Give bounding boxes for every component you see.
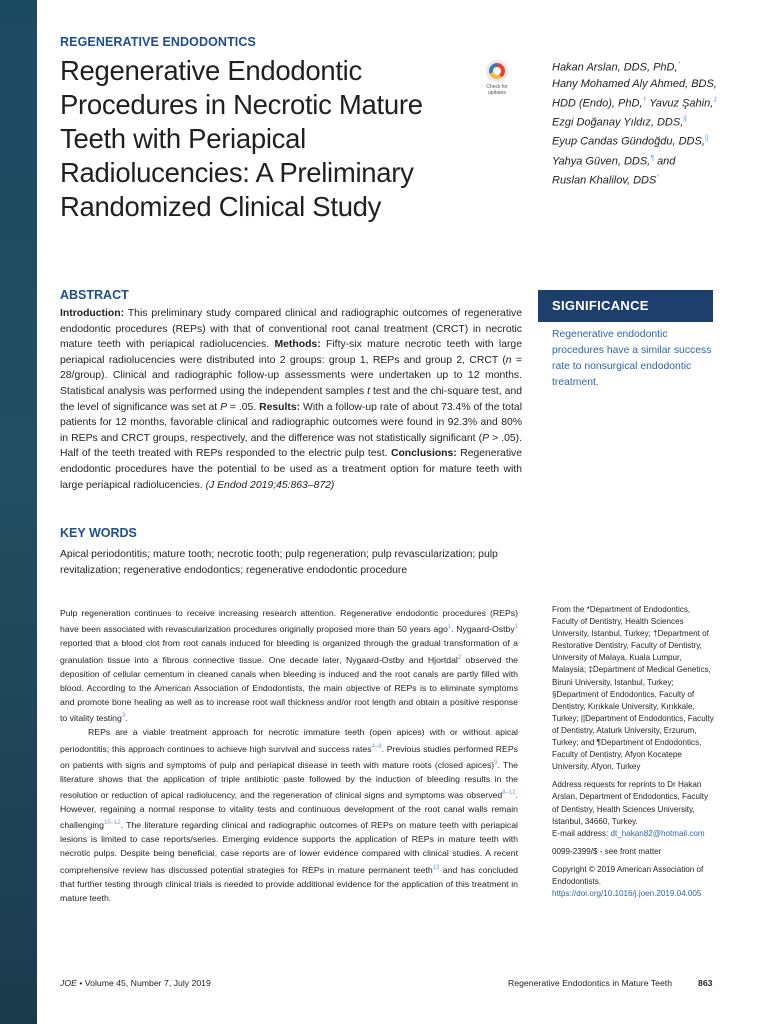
abstract-methods: = .05. (229, 401, 257, 413)
body-text (60, 606, 518, 905)
body-paragraph: Pulp regeneration continues to receive increasing research attention. Regenerative endodontic procedures (REPs) have been associated with revascularization procedures originally proposed more than 50 years ago$^1$. Nygaard-Ostby$^1$ reported that a blood clot from root canals induced for bleeding is organized through the gradual transformation of a granulation tissue into a fibrous connective tissue. One decade later, Nygaard-Ostby and Hjortdal$^2$ observed the deposition of cellular cementum in cleaned canals when bleeding is induced and the root canals are partly filled with blood. According to the American Association of Endodontists, the main objective of REPs is to eliminate symptoms and promote bone healing as well as to increase root wall thickness and/or root length and obtain a positive response to vitality testing$^3$. (60, 608, 519, 724)
author-affiliation-mark: * (677, 61, 681, 68)
article-title: Regenerative Endodontic Procedures in Necrotic Mature Teeth with Periapical Radiolucencies: A Preliminary Randomized Clinical Study (60, 55, 423, 222)
author-name: Ezgi Doğanay Yıldız, DDS, (552, 116, 684, 129)
keywords-text: Apical periodontitis; mature tooth; necrotic tooth; pulp regeneration; pulp revascularization; pulp revitalization; regenerative endodontics; regenerative endodontic procedure (60, 549, 498, 576)
footer-running-title: Regenerative Endodontics in Mature Teeth (508, 978, 673, 988)
abstract-results-label: Results: (259, 401, 301, 413)
abstract-results: With a follow-up rate of about 73.4% of the total patients for 12 months, favorable clinical and radiographic outcomes were found in 92.3% and 80% in REPs and CRCT groups, respectively, and the difference was not statistically significant ( (60, 401, 523, 444)
copyright-text: Copyright © 2019 American Association of Endodontists. https://doi.org/10.1016/j.joen.2019.04.005 (552, 864, 704, 899)
author-affiliation-mark: || (704, 135, 709, 143)
author-name: Yavuz Şahin, (649, 97, 714, 110)
reference-link[interactable]: 4–8 (371, 743, 382, 750)
authors-and: and (657, 155, 676, 168)
author-name: Eyup Candas Gündoğdu, DDS, (552, 136, 705, 148)
author-name: Hakan Arslan, DDS, PhD, (552, 61, 678, 74)
reference-link[interactable]: 9–12 (502, 789, 516, 796)
abstract-intro: This preliminary study compared clinical and radiographic outcomes of regenerative endodontic procedures (REPs) with that of conventional root canal treatment (CRCT) in necrotic mature teeth with periapical radiolucencies. (60, 308, 522, 351)
reprints-text: Address requests for reprints to Dr Hakan Arslan, Department of Endodontics, Faculty of Dentistry, Health Sciences University, Istanbul, 34660, Turkey. E-mail address: dt_hakan82@hotmail.com (552, 780, 709, 838)
significance-text: Regenerative endodontic procedures have a similar success rate to nonsurgical endodontic treatment. (552, 329, 712, 388)
footer-journal: JOE (60, 978, 77, 988)
abstract-methods-label: Methods: (274, 339, 321, 351)
author-affiliation-mark: ¶ (650, 154, 654, 162)
issn-text: 0099-2399/$ - see front matter (552, 846, 662, 856)
body-paragraph: REPs are a viable treatment approach for necrotic immature teeth (open apices) with or without apical periodontitis; this approach continues to achieve high survival and success rates$^{4-8}$. Previous studies performed REPs on patients with signs and symptoms of pulp and periapical disease in teeth with mature roots (closed apices)$^9$. The literature shows that the application of triple antibiotic paste followed by the induction of bleeding results in the resolution or reduction of apical radiolucency, and the regeneration of clinical signs and symptoms was observed$^{9-12}$. However, regaining a normal response to vitality tests and continuous development of the root canal walls remain challenging$^{10-12}$. The literature regarding clinical and radiographic outcomes of REPs on mature teeth with periapical lesions is limited to case reports/series. Emerging evidence supports the application of REPs in mature teeth with necrotic pulps. Despite being beneficial, case reports are of lower evidence compared with clinical studies. A recent comprehensive review has discussed potential strategies for REPs in mature permanent teeth$^{13}$ and has concluded that further testing through clinical trials is needed to provide additional evidence for the application of this treatment in mature teeth. (60, 727, 518, 903)
author-affiliation-mark: † (642, 96, 647, 104)
email-label: E-mail address: (552, 828, 609, 838)
abstract-text (60, 306, 522, 493)
section-label: REGENERATIVE ENDODONTICS (60, 35, 256, 49)
affiliations-sidebar (552, 604, 716, 906)
abstract-conclusions: Regenerative endodontic procedures have the potential to be used as a treatment option for mature teeth with large periapical radiolucencies. (60, 448, 522, 491)
doi-link[interactable]: https://doi.org/10.1016/j.joen.2019.04.005 (552, 889, 702, 899)
reference-link[interactable]: 3 (121, 713, 126, 720)
author-name: Ruslan Khalilov, DDS (552, 174, 657, 187)
journal-spine-bar (0, 0, 37, 1024)
reference-link[interactable]: 10–12 (103, 820, 121, 827)
keywords-heading: KEY WORDS (60, 526, 137, 540)
author-affiliation-mark: § (683, 116, 688, 124)
check-for-updates-button[interactable] (480, 60, 514, 98)
abstract-results-p: P (482, 432, 490, 444)
significance-heading: SIGNIFICANCE (552, 298, 649, 313)
author-affiliation-mark: * (656, 173, 660, 181)
abstract-results: > .05). Half of the teeth treated with REPs responded to the electric pulp test. (60, 432, 522, 460)
footer-bullet: • (79, 978, 83, 988)
author-name: Yahya Güven, DDS, (552, 155, 651, 168)
email-link[interactable]: dt_hakan82@hotmail.com (610, 828, 705, 838)
reference-link[interactable]: 2 (457, 654, 462, 661)
abstract-methods: Fifty-six mature necrotic teeth with large periapical radiolucencies were distributed into 2 groups: group 1, REPs and group 2, CRCT ( (60, 339, 522, 366)
abstract-methods-p: P (220, 401, 227, 413)
reference-link[interactable]: 9 (494, 759, 498, 766)
reference-link[interactable]: 1 (514, 624, 519, 631)
affiliations-text: From the *Department of Endodontics, Faculty of Dentistry, Health Sciences University, Istanbul, Turkey; †Department of Restorative Dentistry, Faculty of Dentistry, University of Malaya, Kuala Lumpur, Malaysia; ‡Department of Medical Genetics, Biruni University, Istanbul, Turkey; §Department of Endodontics, Faculty of Dentistry, Kırıkkale University, Kırıkkale, Turkey; ||Department of Endodontics, Faculty of Dentistry, Ataturk University, Erzurum, Turkey; and ¶Department of Endodontics, Faculty of Dentistry, Afyon Kocatepe University, Afyon, Turkey (552, 605, 714, 772)
footer-page-number: 863 (698, 978, 713, 988)
abstract-intro-label: Introduction: (60, 308, 125, 319)
abstract-heading: ABSTRACT (60, 288, 129, 302)
author-name: Hany Mohamed Aly Ahmed, BDS, HDD (Endo), PhD, (552, 78, 717, 110)
footer-journal-info (60, 978, 211, 988)
author-list (552, 57, 727, 189)
check-updates-icon (486, 60, 508, 82)
author-affiliation-mark: ‡ (713, 96, 718, 104)
reference-link[interactable]: 13 (432, 864, 440, 871)
check-updates-label: Check for updates (486, 84, 508, 96)
abstract-methods-t: t (367, 385, 370, 397)
reference-link[interactable]: 1 (447, 624, 452, 631)
footer-issue: Volume 45, Number 7, July 2019 (84, 978, 211, 988)
abstract-citation: (J Endod 2019;45:863–872) (205, 479, 335, 491)
abstract-methods-n: n (505, 354, 512, 366)
abstract-methods: test and the chi-square test, and the level of significance was set at (60, 385, 523, 413)
abstract-conclusions-label: Conclusions: (390, 448, 457, 460)
abstract-methods: = 28/group). Clinical and radiographic follow-up assessments were undertaken up to 12 months. Statistical analysis was performed using the independent samples (60, 354, 522, 397)
